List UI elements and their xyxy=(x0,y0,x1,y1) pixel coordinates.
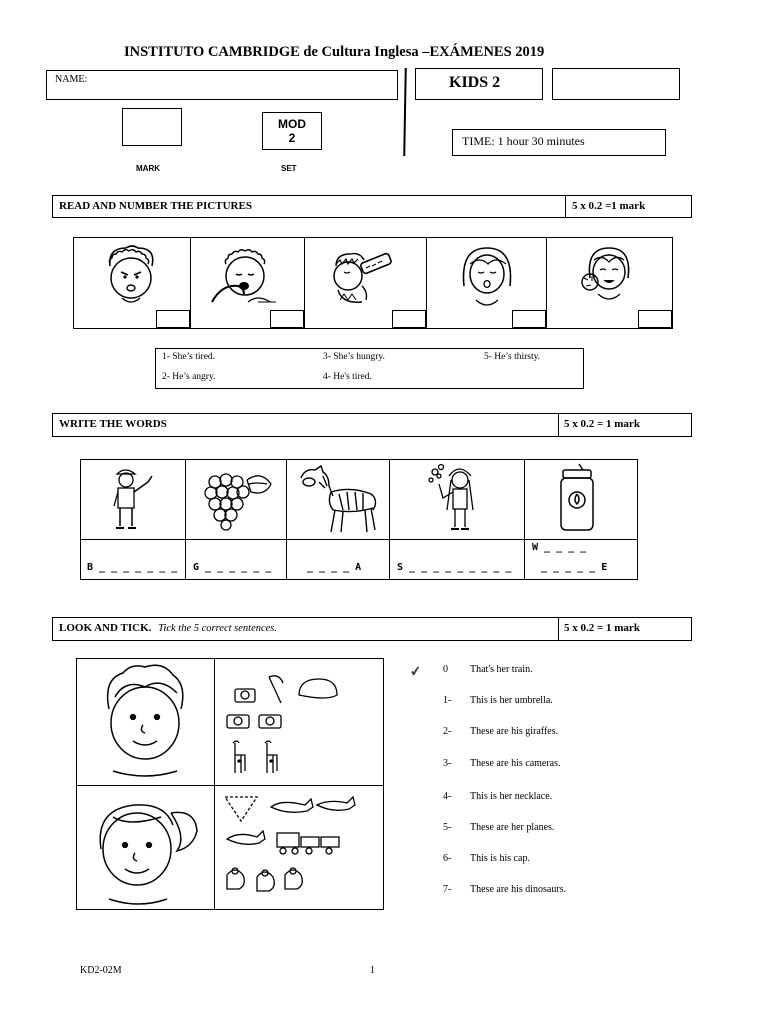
set-label: SET xyxy=(281,164,297,173)
grapes-icon xyxy=(193,468,277,532)
tick-item[interactable] xyxy=(443,884,567,895)
grid-col-divider xyxy=(185,460,186,579)
grid-col-divider xyxy=(524,460,525,579)
strip-divider xyxy=(304,238,305,328)
tick-item-number: 7- xyxy=(443,884,452,895)
answer-box[interactable] xyxy=(270,310,304,328)
word-blank-2[interactable]: G _ _ _ _ _ _ xyxy=(193,562,272,573)
tick-item[interactable] xyxy=(443,695,553,706)
word-blank-3[interactable]: _ _ _ _ A xyxy=(307,562,362,573)
section3-instruction: Tick the 5 correct sentences. xyxy=(158,623,278,634)
tired-boy-yawning-icon xyxy=(208,244,282,308)
strip-divider xyxy=(546,238,547,328)
vertical-divider xyxy=(403,68,407,156)
section1-score: 5 x 0.2 =1 mark xyxy=(572,200,646,212)
girl-face-icon xyxy=(87,789,207,907)
name-label: NAME: xyxy=(55,74,88,85)
section2-divider xyxy=(558,414,559,436)
answer-box[interactable] xyxy=(638,310,672,328)
tick-item-number: 2- xyxy=(443,726,452,737)
word-blank-4[interactable]: S _ _ _ _ _ _ _ _ _ xyxy=(397,562,512,573)
name-field[interactable] xyxy=(46,70,398,100)
tick-item[interactable] xyxy=(443,822,555,833)
girl-objects-icon xyxy=(221,789,377,903)
tick-item-number: 1- xyxy=(443,695,452,706)
section3-divider xyxy=(558,618,559,640)
section2-score: 5 x 0.2 = 1 mark xyxy=(564,418,640,430)
tick-item-text: This is her necklace. xyxy=(470,791,553,802)
section3-score: 5 x 0.2 = 1 mark xyxy=(564,622,640,634)
grid-col-divider xyxy=(214,659,215,909)
mark-label: MARK xyxy=(136,164,160,173)
water-bottle-icon xyxy=(555,462,599,534)
section1-header xyxy=(52,195,692,218)
angry-boy-face-icon xyxy=(102,244,162,308)
section3-picture-grid xyxy=(76,658,384,910)
tick-item-number: 3- xyxy=(443,758,452,769)
page-number: 1 xyxy=(370,965,375,976)
footer-code: KD2-02M xyxy=(80,965,122,976)
section3-title: LOOK AND TICK. xyxy=(59,622,152,634)
grid-row-divider xyxy=(81,539,637,540)
word-blank-1[interactable]: B _ _ _ _ _ _ _ xyxy=(87,562,178,573)
tick-item[interactable] xyxy=(443,758,561,769)
section3-header xyxy=(52,617,692,641)
tick-item-text: These are his giraffes. xyxy=(470,726,559,737)
tick-item-text: This is her umbrella. xyxy=(470,695,553,706)
tick-item-number: 0 xyxy=(443,664,448,675)
boy-face-icon xyxy=(95,661,195,779)
word-blank-5a[interactable]: W _ _ _ _ xyxy=(532,542,587,553)
institute-title: INSTITUTO CAMBRIDGE de Cultura Inglesa –EXÁMENES 2019 xyxy=(124,44,545,60)
word-blank-5b[interactable]: _ _ _ _ _ E xyxy=(541,562,608,573)
grid-row-divider xyxy=(77,785,383,786)
level-extra-box[interactable] xyxy=(552,68,680,100)
time-label: TIME: 1 hour 30 minutes xyxy=(462,134,585,148)
mark-box[interactable] xyxy=(122,108,182,146)
tired-girl-face-icon xyxy=(456,242,518,310)
tick-item-text: This is his cap. xyxy=(470,853,530,864)
sentence-4: 4- He's tired. xyxy=(323,372,372,382)
boy-waving-icon xyxy=(107,464,163,536)
girl-blowing-bubbles-icon xyxy=(425,462,495,536)
sentence-3: 3- She’s hungry. xyxy=(323,352,385,362)
tick-sentence-list xyxy=(440,664,700,904)
thirsty-boy-drinking-icon xyxy=(326,248,406,306)
tick-item-number: 4- xyxy=(443,791,452,802)
tick-item-text: That's her train. xyxy=(470,664,533,675)
answer-box[interactable] xyxy=(156,310,190,328)
answer-box[interactable] xyxy=(392,310,426,328)
mod-box xyxy=(262,112,322,150)
time-box xyxy=(452,129,666,156)
section2-header xyxy=(52,413,692,437)
zebra-icon xyxy=(295,462,383,536)
sentence-5: 5- He’s thirsty. xyxy=(484,352,541,362)
section2-word-grid xyxy=(80,459,638,580)
boy-objects-icon xyxy=(221,665,377,779)
section1-sentences xyxy=(155,348,584,389)
tick-item[interactable] xyxy=(443,853,530,864)
section1-title: READ AND NUMBER THE PICTURES xyxy=(59,200,252,212)
tick-item-number: 6- xyxy=(443,853,452,864)
level-box xyxy=(415,68,543,100)
answer-box[interactable] xyxy=(512,310,546,328)
section3-title-wrap xyxy=(59,622,277,634)
sentence-2: 2- He’s angry. xyxy=(162,372,216,382)
grid-col-divider xyxy=(286,460,287,579)
mod-label: MOD xyxy=(278,117,306,131)
section1-divider xyxy=(565,196,566,217)
check-mark-icon: ✔ xyxy=(409,664,423,681)
level-label: KIDS 2 xyxy=(449,74,501,91)
hungry-girl-eating-icon xyxy=(578,242,640,310)
section1-picture-strip xyxy=(73,237,673,329)
tick-item-number: 5- xyxy=(443,822,452,833)
section2-title: WRITE THE WORDS xyxy=(59,418,167,430)
tick-item[interactable] xyxy=(443,726,559,737)
tick-item-text: These are his dinosaurs. xyxy=(470,884,567,895)
mod-number: 2 xyxy=(288,131,296,145)
strip-divider xyxy=(190,238,191,328)
tick-item-text: These are her planes. xyxy=(470,822,555,833)
tick-item[interactable] xyxy=(443,664,533,675)
strip-divider xyxy=(426,238,427,328)
tick-item-text: These are his cameras. xyxy=(470,758,561,769)
grid-col-divider xyxy=(389,460,390,579)
tick-item[interactable] xyxy=(443,791,553,802)
sentence-1: 1- She’s tired. xyxy=(162,352,216,362)
